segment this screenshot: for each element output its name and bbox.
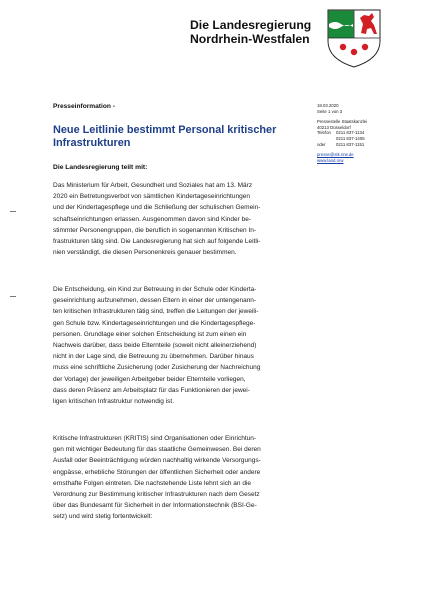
paragraph-line: muss eine schriftliche Zusicherung (oder Zusicherung der Nachreichung: [53, 364, 261, 372]
headline: [53, 124, 313, 151]
punch-mark: [10, 296, 16, 297]
paragraph-line: geseinrichtung aufzunehmen, dessen Eltern in einer der untengenann-: [53, 297, 257, 305]
government-name-line1: Die Landesregierung: [190, 18, 312, 32]
paragraph-3: [53, 433, 321, 523]
contact-label: oder: [317, 141, 326, 147]
paragraph-line: und der Kindertagespflege und die Schließung der schulischen Gemein-: [53, 204, 261, 212]
press-information-label: Presseinformation -: [53, 103, 115, 110]
paragraph-line: engpässe, erhebliche Störungen der öffentlichen Sicherheit oder andere: [53, 468, 261, 476]
website-link[interactable]: www.land.nrw: [317, 157, 344, 163]
release-date: 18.03.2020: [317, 103, 339, 108]
paragraph-1: [53, 180, 321, 258]
paragraph-line: gen Schule bzw. Kindertageseinrichtungen und die Kindertagespflege-: [53, 319, 256, 327]
press-office: Pressestelle Staatskanzlei: [317, 119, 368, 125]
paragraph-line: Das Ministerium für Arbeit, Gesundheit und Soziales hat am 13. März: [53, 182, 253, 189]
paragraph-line: personen. Grundlage einer solchen Entscheidung ist zum einen ein: [53, 330, 247, 338]
paragraph-line: ernsthafte Folgen eintreten. Die nachstehende Liste lehnt sich an die: [53, 479, 252, 487]
press-office-city: 40213 Düsseldorf: [317, 124, 351, 130]
contact-phone: 0211 837-1151: [336, 141, 365, 147]
paragraph-line: nien verständigt, die diesen Personenkreis genauer bestimmen.: [53, 249, 237, 257]
contact-phone: 0211 837-1134: [336, 130, 365, 136]
paragraph-2: [53, 284, 321, 407]
paragraph-line: gen mit wichtiger Bedeutung für das staatliche Gemeinwesen. Bei deren: [53, 446, 261, 454]
paragraph-line: 2020 ein Betretungsverbot von sämtlichen Kindertageseinrichtungen: [53, 193, 250, 201]
contact-label: Telefon: [317, 130, 331, 136]
government-name-line2: Nordrhein-Westfalen: [190, 32, 310, 46]
paragraph-line: setz) und wird stetig fortentwickelt:: [53, 513, 153, 521]
page-number: Seite 1 von 3: [317, 108, 343, 114]
fold-mark: [10, 211, 16, 212]
paragraph-line: frastrukturen tätig sind. Die Landesregierung hat sich auf folgende Leitli-: [53, 238, 261, 246]
paragraph-line: Ausfall oder Beeinträchtigung würden nachhaltig wirkende Versorgungs-: [53, 457, 261, 465]
nrw-coat-of-arms-icon: [325, 7, 383, 69]
paragraph-line: Nachweis darüber, dass beide Elternteile (soweit nicht alleinerziehend): [53, 342, 257, 350]
headline-line: Neue Leitlinie bestimmt Personal kritischer: [53, 124, 277, 136]
contact-phone: 0211 837-1405: [336, 135, 365, 141]
lead-line: Die Landesregierung teilt mit:: [53, 164, 148, 171]
paragraph-line: über das Bundesamt für Sicherheit in der Informationstechnik (BSI-Ge-: [53, 502, 257, 510]
paragraph-line: Die Entscheidung, ein Kind zur Betreuung in der Schule oder Kinderta-: [53, 286, 257, 293]
paragraph-line: nicht in der Lage sind, die Betreuung zu übernehmen. Darüber hinaus: [53, 353, 254, 361]
paragraph-line: Verordnung zur Bestimmung kritischer Infrastrukturen nach dem Gesetz: [53, 491, 260, 499]
paragraph-line: schaftseinrichtungen erlassen. Ausgenommen davon sind Kinder be-: [53, 215, 252, 223]
headline-line: Infrastrukturen: [53, 137, 131, 150]
paragraph-line: dass deren Präsenz am Arbeitsplatz für das Funktionieren der jewei-: [53, 386, 250, 394]
paragraph-line: der Vorlage) der jeweiligen Arbeitgeber beider Elternteile vorliegen,: [53, 375, 246, 383]
paragraph-line: stimmter Personengruppen, die beruflich in sogenannten Kritischen In-: [53, 226, 257, 234]
paragraph-line: ligen kritischen Infrastruktur notwendig ist.: [53, 398, 175, 406]
paragraph-line: Kritische Infrastrukturen (KRITIS) sind Organisationen oder Einrichtun-: [53, 435, 257, 442]
press-email-link[interactable]: presse@stk.nrw.de: [317, 152, 354, 158]
contact-sidebar: [317, 103, 417, 163]
government-name: [190, 18, 311, 46]
paragraph-line: ten kritischen Infrastrukturen tätig sind, treffen die Leitungen der jeweili-: [53, 308, 259, 316]
